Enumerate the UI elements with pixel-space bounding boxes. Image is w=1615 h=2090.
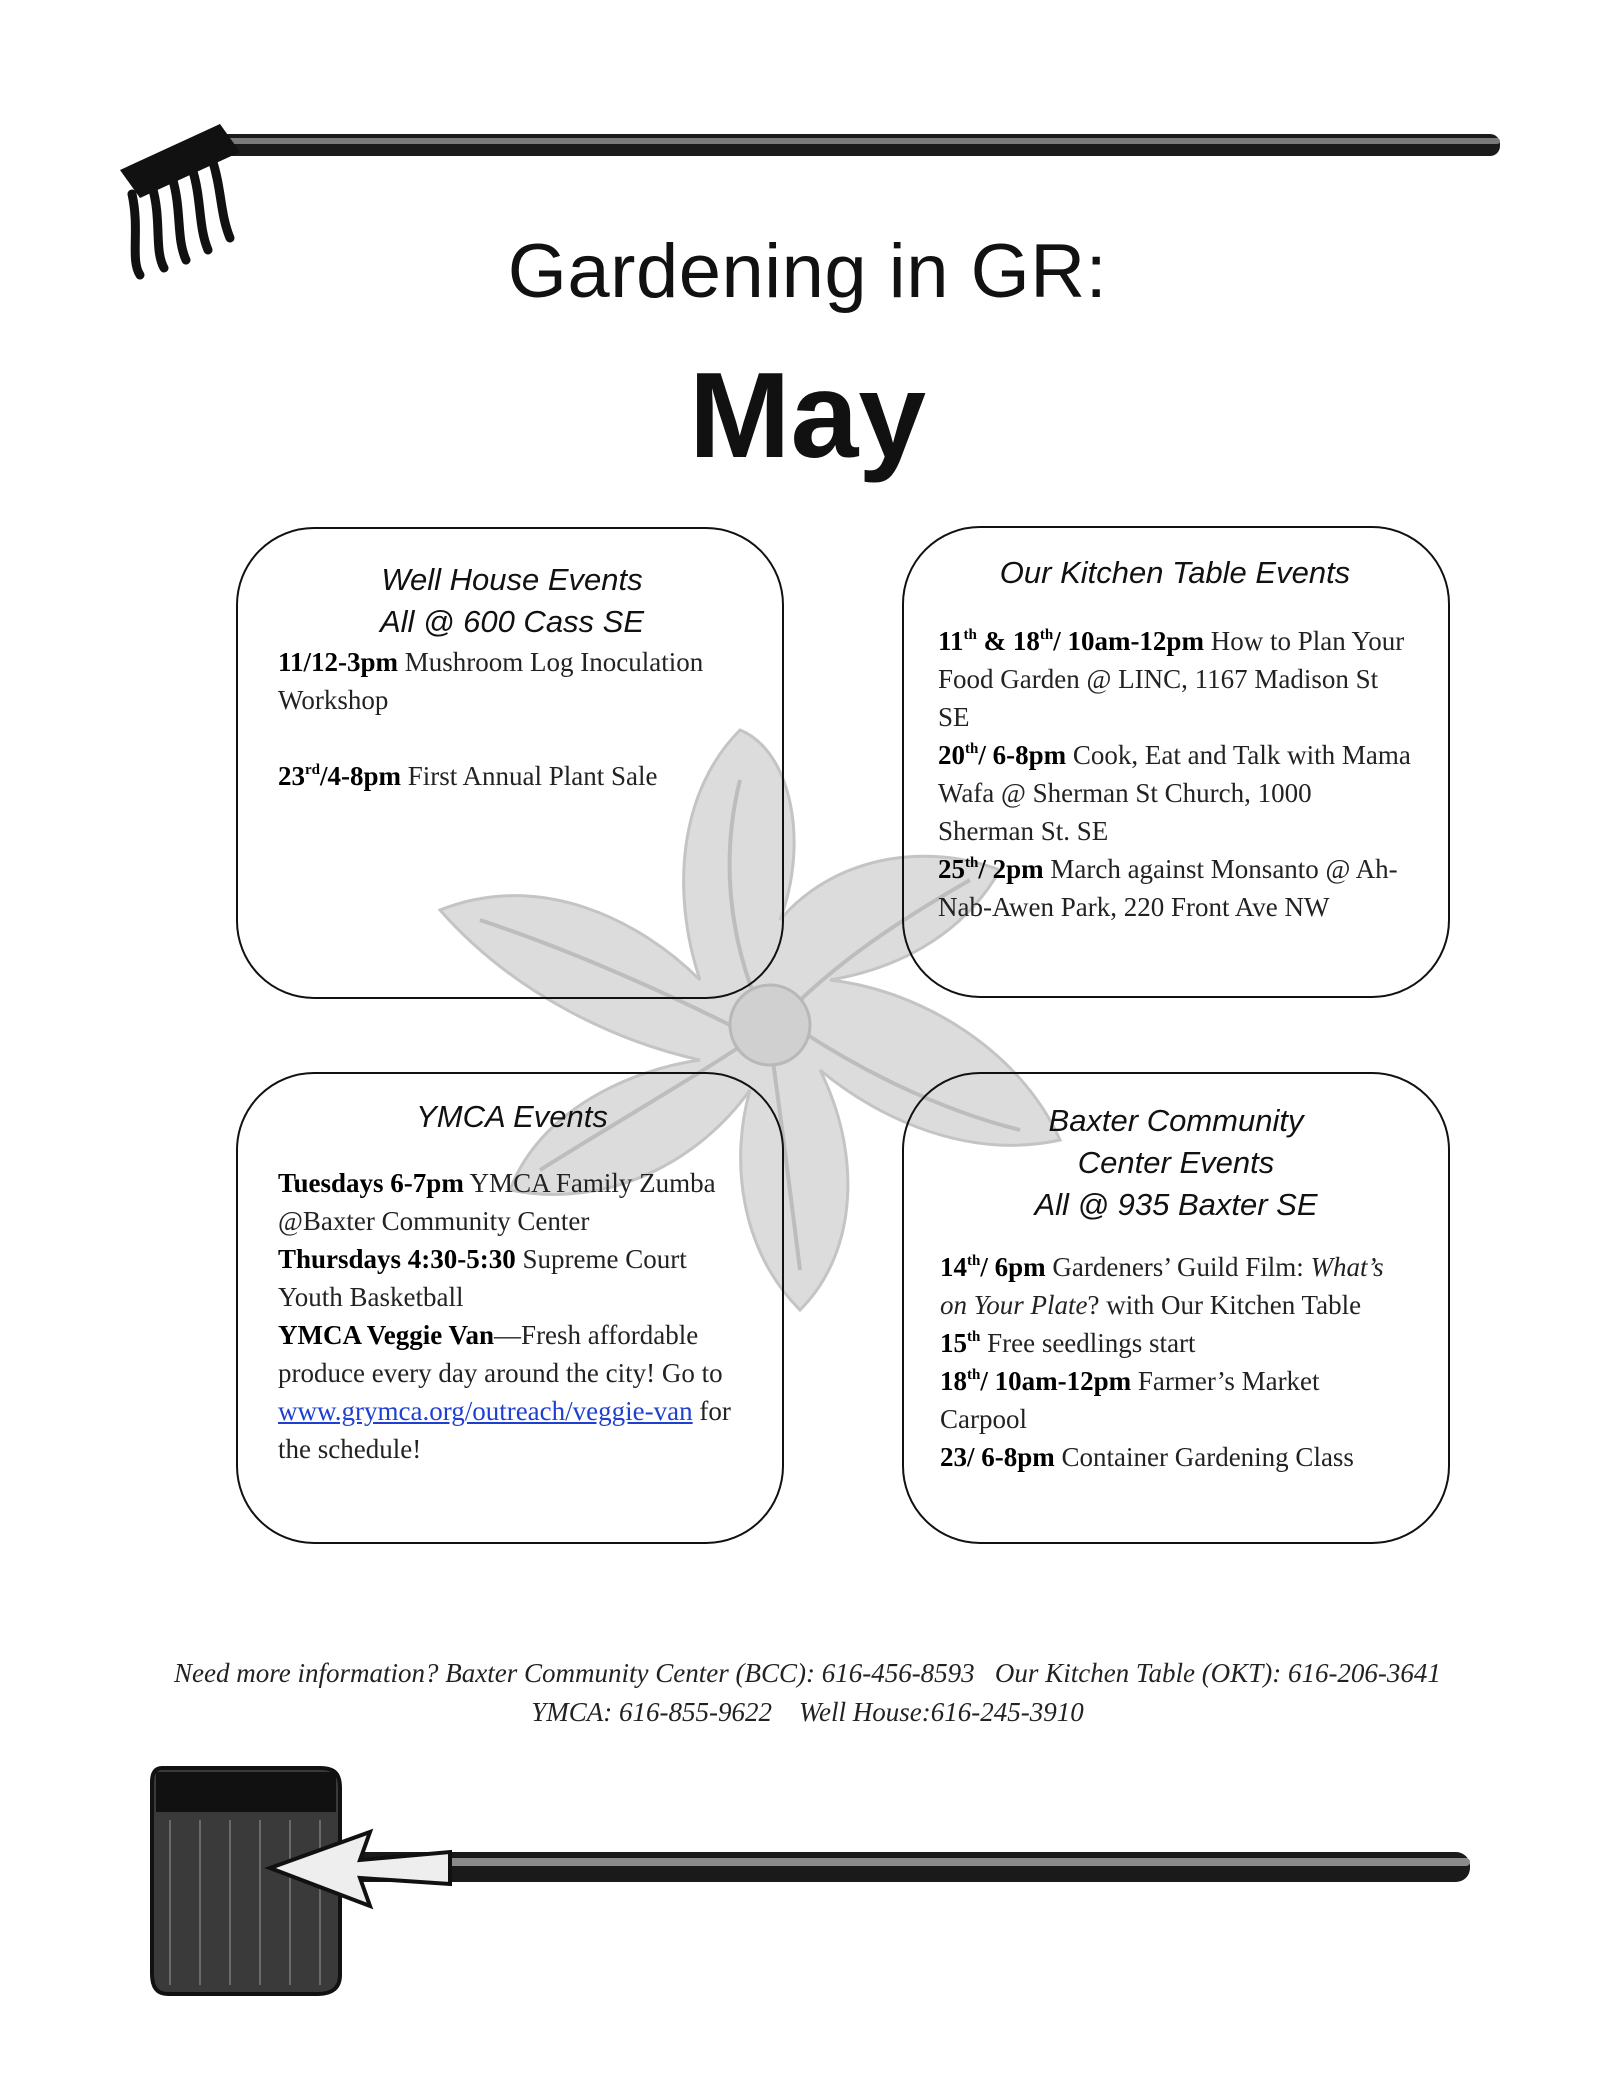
ymca-title: YMCA Events <box>416 1099 608 1134</box>
footer-contact-line-1: Need more information? Baxter Community Center (BCC): 616-456-8593 Our Kitchen Table (OKT): 616-206-3641 <box>174 1658 1441 1688</box>
baxter-events-box <box>902 1072 1450 1544</box>
okt-event-list <box>938 622 1412 926</box>
ymca-event: Tuesdays 6-7pm YMCA Family Zumba @Baxter Community Center <box>278 1168 716 1236</box>
well-house-event: 23rd/4-8pm First Annual Plant Sale <box>278 761 658 791</box>
ymca-events-box <box>236 1072 784 1544</box>
well-house-location: All @ 600 Cass SE <box>379 604 645 639</box>
okt-event: 11th & 18th/ 10am-12pm How to Plan Your Food Garden @ LINC, 1167 Madison St SE <box>938 626 1405 732</box>
ymca-event: YMCA Veggie Van—Fresh affordable produce every day around the city! Go to www.grymca.org/outreach/veggie-van for the schedule! <box>278 1320 731 1464</box>
page-title: Gardening in GR: <box>507 229 1108 314</box>
spade-illustration <box>150 1760 1480 2000</box>
okt-event: 20th/ 6-8pm Cook, Eat and Talk with Mama Wafa @ Sherman St Church, 1000 Sherman St. SE <box>938 740 1411 846</box>
well-house-title: Well House Events <box>381 562 643 597</box>
baxter-location: All @ 935 Baxter SE <box>1034 1187 1318 1222</box>
well-house-event-list <box>278 643 746 795</box>
baxter-event: 14th/ 6pm Gardeners’ Guild Film: What’s on Your Plate? with Our Kitchen Table <box>940 1252 1384 1320</box>
baxter-title: Baxter Community Center Events <box>1048 1103 1304 1180</box>
well-house-event: 11/12-3pm Mushroom Log Inoculation Workshop <box>278 647 704 715</box>
well-house-events-box <box>236 527 784 999</box>
baxter-event: 23/ 6-8pm Container Gardening Class <box>940 1442 1354 1472</box>
footer-contact-line-2: YMCA: 616-855-9622 Well House:616-245-3910 <box>531 1697 1084 1727</box>
veggie-van-link[interactable]: www.grymca.org/outreach/veggie-van <box>278 1396 693 1426</box>
month-heading: May <box>688 347 927 483</box>
okt-events-box <box>902 526 1450 998</box>
ymca-event-list <box>278 1164 746 1468</box>
okt-title: Our Kitchen Table Events <box>999 555 1351 590</box>
okt-event: 25th/ 2pm March against Monsanto @ Ah-Nab-Awen Park, 220 Front Ave NW <box>938 854 1398 922</box>
baxter-event-list <box>940 1248 1412 1476</box>
baxter-event: 18th/ 10am-12pm Farmer’s Market Carpool <box>940 1366 1320 1434</box>
ymca-event: Thursdays 4:30-5:30 Supreme Court Youth Basketball <box>278 1244 687 1312</box>
baxter-event: 15th Free seedlings start <box>940 1328 1196 1358</box>
